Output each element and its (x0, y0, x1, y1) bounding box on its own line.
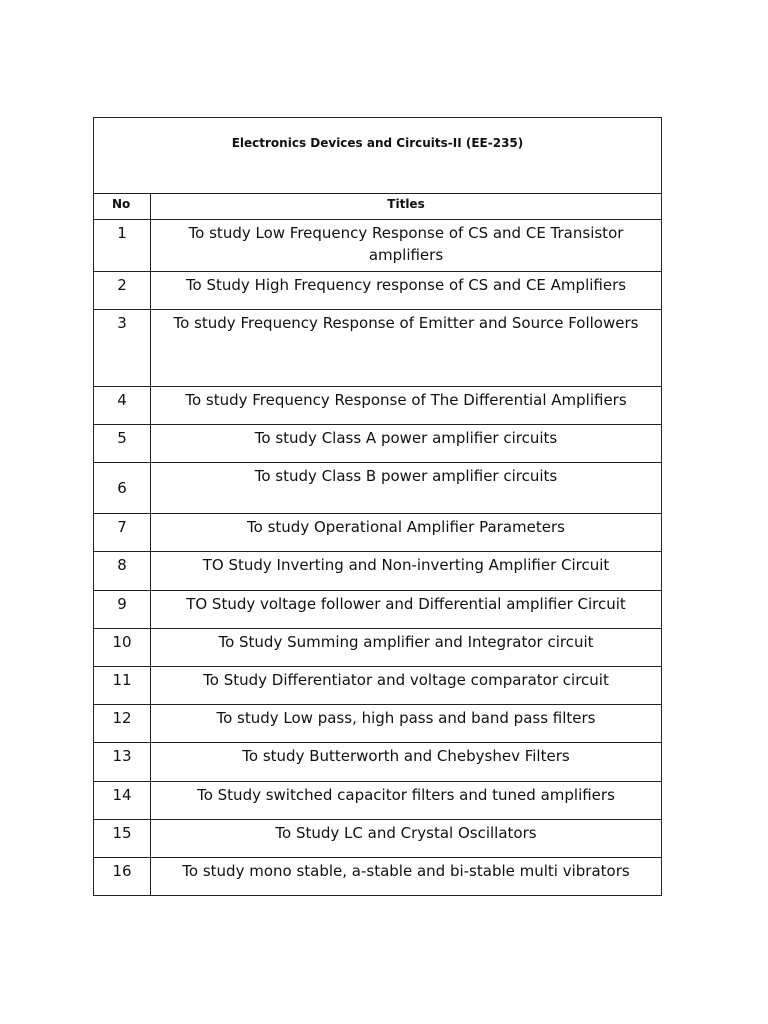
table-row (94, 387, 662, 425)
document-title: Electronics Devices and Circuits-II (EE-235) (94, 118, 662, 194)
row-title: To study Operational Amplifier Parameters (151, 514, 662, 552)
row-title: To study Class B power amplifier circuits (151, 463, 662, 514)
table-row (94, 220, 662, 272)
table-row (94, 591, 662, 629)
row-title: To study Class A power amplifier circuits (151, 425, 662, 463)
row-number: 12 (94, 705, 151, 743)
row-title: To Study switched capacitor filters and tuned amplifiers (151, 782, 662, 820)
table-header-row (94, 194, 662, 220)
table-row (94, 552, 662, 591)
row-number: 4 (94, 387, 151, 425)
row-number: 3 (94, 310, 151, 387)
experiments-table (93, 117, 662, 896)
table-row (94, 425, 662, 463)
row-title: To Study Differentiator and voltage comparator circuit (151, 667, 662, 705)
row-title: To study Butterworth and Chebyshev Filters (151, 743, 662, 782)
table-title-row (94, 118, 662, 194)
row-number: 9 (94, 591, 151, 629)
row-title: To study Frequency Response of Emitter and Source Followers (151, 310, 662, 387)
row-title: To Study Summing amplifier and Integrator circuit (151, 629, 662, 667)
row-title: To study mono stable, a-stable and bi-stable multi vibrators (151, 858, 662, 896)
table-row (94, 820, 662, 858)
row-title: To study Low Frequency Response of CS and CE Transistor amplifiers (151, 220, 662, 272)
row-number: 16 (94, 858, 151, 896)
table-row (94, 705, 662, 743)
row-number: 11 (94, 667, 151, 705)
table-row (94, 743, 662, 782)
row-number: 5 (94, 425, 151, 463)
row-number: 7 (94, 514, 151, 552)
table-row (94, 272, 662, 310)
table-row (94, 463, 662, 514)
row-title: To study Frequency Response of The Differential Amplifiers (151, 387, 662, 425)
table-row (94, 667, 662, 705)
row-number: 1 (94, 220, 151, 272)
row-title: To Study LC and Crystal Oscillators (151, 820, 662, 858)
row-number: 10 (94, 629, 151, 667)
table-row (94, 629, 662, 667)
row-title: TO Study Inverting and Non-inverting Amplifier Circuit (151, 552, 662, 591)
table-row (94, 310, 662, 387)
table-row (94, 514, 662, 552)
table-row (94, 858, 662, 896)
row-number: 13 (94, 743, 151, 782)
table-row (94, 782, 662, 820)
row-title: TO Study voltage follower and Differential amplifier Circuit (151, 591, 662, 629)
header-no: No (94, 194, 151, 220)
row-number: 2 (94, 272, 151, 310)
row-title: To study Low pass, high pass and band pass filters (151, 705, 662, 743)
row-title: To Study High Frequency response of CS and CE Amplifiers (151, 272, 662, 310)
row-number: 8 (94, 552, 151, 591)
row-number: 15 (94, 820, 151, 858)
row-number: 6 (94, 463, 151, 514)
header-titles: Titles (151, 194, 662, 220)
row-number: 14 (94, 782, 151, 820)
